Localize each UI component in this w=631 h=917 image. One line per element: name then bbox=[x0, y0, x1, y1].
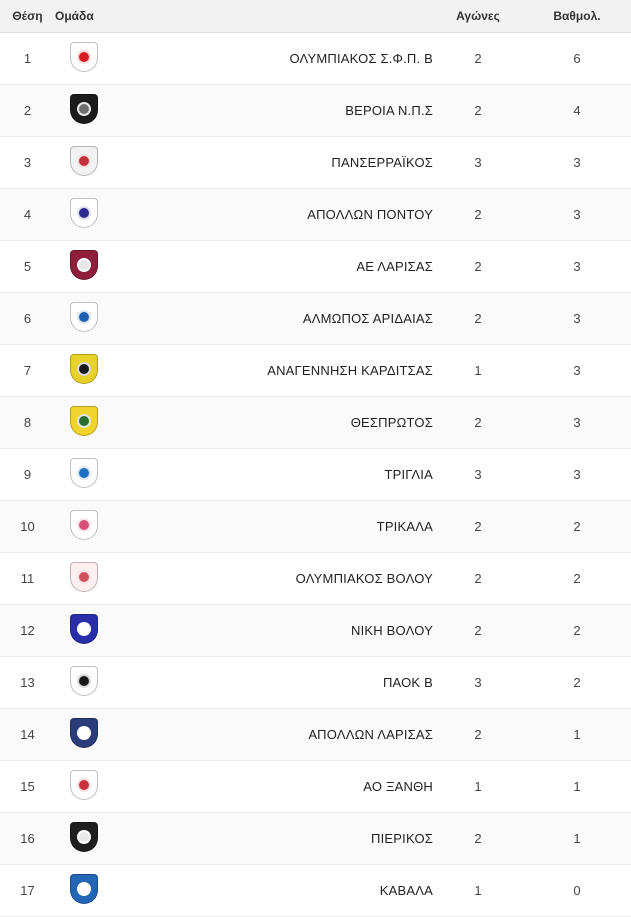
header-position: Θέση bbox=[0, 0, 55, 33]
header-games: Αγώνες bbox=[433, 0, 523, 33]
points: 3 bbox=[523, 241, 631, 293]
team-name[interactable]: ΘΕΣΠΡΩΤΟΣ bbox=[113, 397, 433, 449]
points: 3 bbox=[523, 345, 631, 397]
team-name[interactable]: ΒΕΡΟΙΑ Ν.Π.Σ bbox=[113, 85, 433, 137]
crest-panserraikos-icon bbox=[70, 146, 98, 176]
table-row[interactable] bbox=[0, 137, 631, 189]
points: 2 bbox=[523, 501, 631, 553]
team-name[interactable]: ΝΙΚΗ ΒΟΛΟΥ bbox=[113, 605, 433, 657]
row-position: 2 bbox=[0, 85, 55, 137]
crest-inner-mark bbox=[77, 50, 91, 64]
table-row[interactable] bbox=[0, 293, 631, 345]
team-crest-cell bbox=[55, 449, 113, 501]
team-crest-cell bbox=[55, 761, 113, 813]
team-crest-cell bbox=[55, 605, 113, 657]
table-row[interactable] bbox=[0, 85, 631, 137]
points: 3 bbox=[523, 293, 631, 345]
points: 1 bbox=[523, 709, 631, 761]
row-position: 9 bbox=[0, 449, 55, 501]
crest-inner-mark bbox=[77, 206, 91, 220]
crest-anagennisi-karditsas-icon bbox=[70, 354, 98, 384]
team-name[interactable]: ΠΑΟΚ Β bbox=[113, 657, 433, 709]
games-played: 1 bbox=[433, 865, 523, 917]
crest-inner-mark bbox=[77, 830, 91, 844]
crest-inner-mark bbox=[77, 674, 91, 688]
team-name[interactable]: ΑΛΜΩΠΟΣ ΑΡΙΔΑΙΑΣ bbox=[113, 293, 433, 345]
games-played: 2 bbox=[433, 85, 523, 137]
crest-inner-mark bbox=[77, 102, 91, 116]
crest-inner-mark bbox=[77, 726, 91, 740]
crest-paok-b-icon bbox=[70, 666, 98, 696]
team-crest-cell bbox=[55, 657, 113, 709]
games-played: 2 bbox=[433, 293, 523, 345]
games-played: 3 bbox=[433, 137, 523, 189]
team-crest-cell bbox=[55, 813, 113, 865]
row-position: 8 bbox=[0, 397, 55, 449]
team-name[interactable]: ΟΛΥΜΠΙΑΚΟΣ Σ.Φ.Π. Β bbox=[113, 33, 433, 85]
header-team: Ομάδα bbox=[55, 0, 113, 33]
header-points: Βαθμολ. bbox=[523, 0, 631, 33]
table-body bbox=[0, 33, 631, 917]
team-name[interactable]: ΠΑΝΣΕΡΡΑΪΚΟΣ bbox=[113, 137, 433, 189]
table-row[interactable] bbox=[0, 241, 631, 293]
games-played: 2 bbox=[433, 501, 523, 553]
header-team-name bbox=[113, 0, 433, 33]
points: 2 bbox=[523, 657, 631, 709]
points: 6 bbox=[523, 33, 631, 85]
crest-olympiacos-volou-icon bbox=[70, 562, 98, 592]
table-row[interactable] bbox=[0, 501, 631, 553]
team-crest-cell bbox=[55, 137, 113, 189]
crest-triglia-icon bbox=[70, 458, 98, 488]
team-crest-cell bbox=[55, 241, 113, 293]
table-row[interactable] bbox=[0, 605, 631, 657]
team-name[interactable]: ΑΝΑΓΕΝΝΗΣΗ ΚΑΡΔΙΤΣΑΣ bbox=[113, 345, 433, 397]
row-position: 14 bbox=[0, 709, 55, 761]
row-position: 15 bbox=[0, 761, 55, 813]
row-position: 12 bbox=[0, 605, 55, 657]
games-played: 2 bbox=[433, 241, 523, 293]
crest-olympiacos-b-icon bbox=[70, 42, 98, 72]
games-played: 2 bbox=[433, 709, 523, 761]
crest-trikala-icon bbox=[70, 510, 98, 540]
crest-inner-mark bbox=[77, 258, 91, 272]
row-position: 10 bbox=[0, 501, 55, 553]
crest-inner-mark bbox=[77, 570, 91, 584]
row-position: 5 bbox=[0, 241, 55, 293]
games-played: 3 bbox=[433, 449, 523, 501]
games-played: 3 bbox=[433, 657, 523, 709]
points: 3 bbox=[523, 449, 631, 501]
crest-inner-mark bbox=[77, 882, 91, 896]
crest-niki-volou-icon bbox=[70, 614, 98, 644]
team-name[interactable]: ΤΡΙΓΛΙΑ bbox=[113, 449, 433, 501]
points: 3 bbox=[523, 189, 631, 241]
team-crest-cell bbox=[55, 293, 113, 345]
team-crest-cell bbox=[55, 553, 113, 605]
crest-inner-mark bbox=[77, 778, 91, 792]
crest-pierikos-icon bbox=[70, 822, 98, 852]
games-played: 1 bbox=[433, 761, 523, 813]
table-header bbox=[0, 0, 631, 33]
crest-ae-larisas-icon bbox=[70, 250, 98, 280]
table-row[interactable] bbox=[0, 33, 631, 85]
games-played: 2 bbox=[433, 189, 523, 241]
games-played: 2 bbox=[433, 605, 523, 657]
row-position: 7 bbox=[0, 345, 55, 397]
team-crest-cell bbox=[55, 189, 113, 241]
team-name[interactable]: ΠΙΕΡΙΚΟΣ bbox=[113, 813, 433, 865]
crest-thesprotos-icon bbox=[70, 406, 98, 436]
table-row[interactable] bbox=[0, 397, 631, 449]
crest-inner-mark bbox=[77, 414, 91, 428]
crest-inner-mark bbox=[77, 154, 91, 168]
team-name[interactable]: ΑΠΟΛΛΩΝ ΠΟΝΤΟΥ bbox=[113, 189, 433, 241]
points: 2 bbox=[523, 553, 631, 605]
row-position: 16 bbox=[0, 813, 55, 865]
games-played: 2 bbox=[433, 813, 523, 865]
team-name[interactable]: ΚΑΒΑΛΑ bbox=[113, 865, 433, 917]
team-name[interactable]: ΑΕ ΛΑΡΙΣΑΣ bbox=[113, 241, 433, 293]
table-row[interactable] bbox=[0, 345, 631, 397]
points: 1 bbox=[523, 761, 631, 813]
table-row[interactable] bbox=[0, 449, 631, 501]
games-played: 1 bbox=[433, 345, 523, 397]
row-position: 3 bbox=[0, 137, 55, 189]
team-crest-cell bbox=[55, 345, 113, 397]
row-position: 6 bbox=[0, 293, 55, 345]
crest-almopos-aridaias-icon bbox=[70, 302, 98, 332]
table-row[interactable] bbox=[0, 553, 631, 605]
row-position: 13 bbox=[0, 657, 55, 709]
crest-veria-icon bbox=[70, 94, 98, 124]
team-crest-cell bbox=[55, 501, 113, 553]
points: 1 bbox=[523, 813, 631, 865]
team-name[interactable]: ΟΛΥΜΠΙΑΚΟΣ ΒΟΛΟΥ bbox=[113, 553, 433, 605]
crest-apollon-pontou-icon bbox=[70, 198, 98, 228]
crest-inner-mark bbox=[77, 518, 91, 532]
games-played: 2 bbox=[433, 397, 523, 449]
points: 0 bbox=[523, 865, 631, 917]
row-position: 17 bbox=[0, 865, 55, 917]
crest-ao-xanthi-icon bbox=[70, 770, 98, 800]
points: 2 bbox=[523, 605, 631, 657]
team-name[interactable]: ΑΠΟΛΛΩΝ ΛΑΡΙΣΑΣ bbox=[113, 709, 433, 761]
table-row[interactable] bbox=[0, 865, 631, 917]
crest-inner-mark bbox=[77, 362, 91, 376]
games-played: 2 bbox=[433, 33, 523, 85]
points: 3 bbox=[523, 397, 631, 449]
games-played: 2 bbox=[433, 553, 523, 605]
table-row[interactable] bbox=[0, 813, 631, 865]
team-name[interactable]: ΤΡΙΚΑΛΑ bbox=[113, 501, 433, 553]
team-crest-cell bbox=[55, 85, 113, 137]
crest-apollon-larisas-icon bbox=[70, 718, 98, 748]
team-name[interactable]: ΑΟ ΞΑΝΘΗ bbox=[113, 761, 433, 813]
crest-inner-mark bbox=[77, 466, 91, 480]
table-row[interactable] bbox=[0, 709, 631, 761]
header-row bbox=[0, 0, 631, 33]
crest-inner-mark bbox=[77, 622, 91, 636]
table-row[interactable] bbox=[0, 657, 631, 709]
team-crest-cell bbox=[55, 397, 113, 449]
crest-inner-mark bbox=[77, 310, 91, 324]
table-row[interactable] bbox=[0, 189, 631, 241]
team-crest-cell bbox=[55, 33, 113, 85]
row-position: 11 bbox=[0, 553, 55, 605]
table-row[interactable] bbox=[0, 761, 631, 813]
points: 3 bbox=[523, 137, 631, 189]
points: 4 bbox=[523, 85, 631, 137]
row-position: 4 bbox=[0, 189, 55, 241]
team-crest-cell bbox=[55, 709, 113, 761]
row-position: 1 bbox=[0, 33, 55, 85]
team-crest-cell bbox=[55, 865, 113, 917]
